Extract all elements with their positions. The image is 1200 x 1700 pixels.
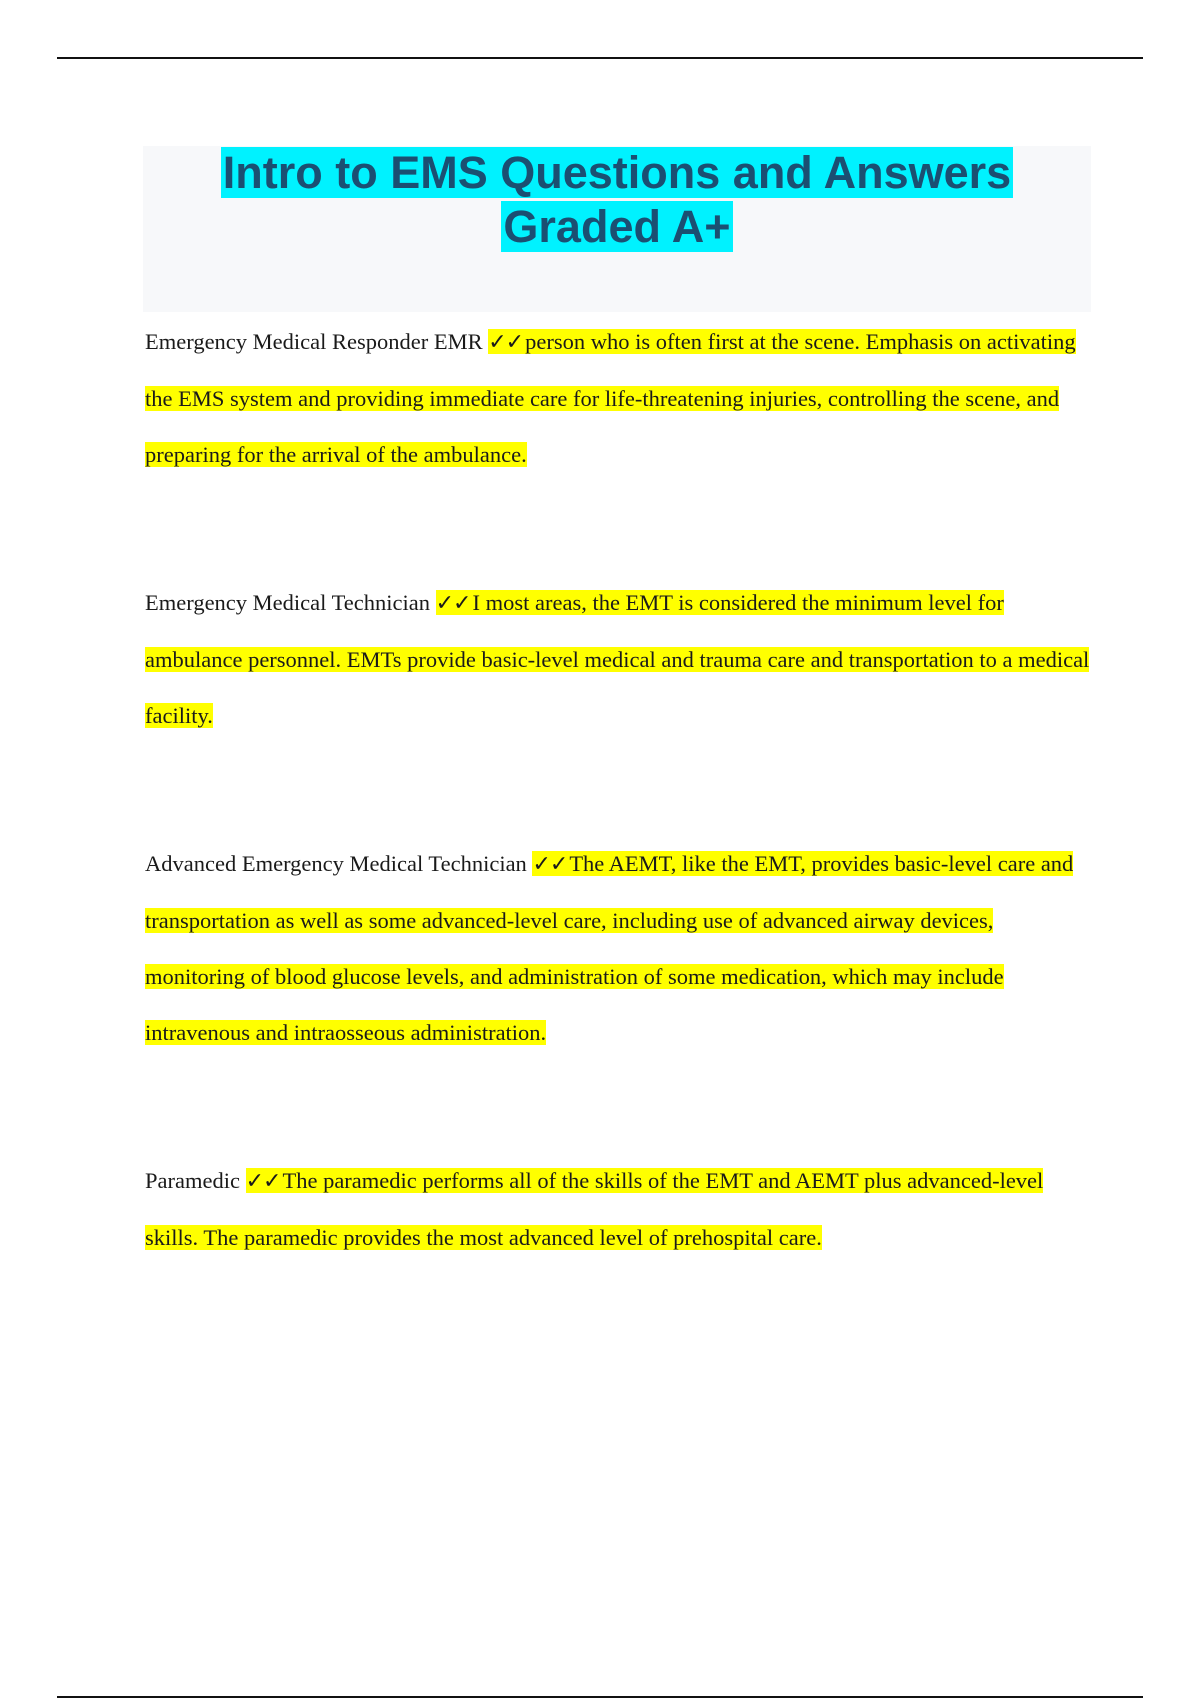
double-check-icon: ✓✓ — [488, 330, 524, 355]
double-check-icon: ✓✓ — [245, 1169, 281, 1194]
qa-item-emt — [145, 575, 1093, 744]
qa-item-aemt — [145, 836, 1093, 1061]
qa-answer-text: The paramedic performs all of the skills of the EMT and AEMT plus advanced-level skills. The paramedic provides the most advanced level of prehospital care. — [145, 1168, 1044, 1250]
qa-answer-text: person who is often first at the scene. Emphasis on activating the EMS system and providing immediate care for life-threatening injuries, controlling the scene, and preparing for the arrival of the ambulance. — [145, 329, 1076, 467]
qa-term: Paramedic — [145, 1168, 240, 1193]
footer-rule — [57, 1696, 1143, 1698]
document-title — [143, 146, 1091, 254]
qa-term: Emergency Medical Responder EMR — [145, 329, 483, 354]
qa-answer-text: I most areas, the EMT is considered the minimum level for ambulance personnel. EMTs provide basic-level medical and trauma care and transportation to a medical facility. — [145, 590, 1090, 728]
double-check-icon: ✓✓ — [435, 591, 471, 616]
header-rule — [57, 57, 1143, 59]
qa-item-emr — [145, 314, 1093, 483]
qa-answer — [145, 851, 1073, 1045]
document-title-text: Intro to EMS Questions and Answers Graded A+ — [222, 147, 1012, 252]
double-check-icon: ✓✓ — [532, 852, 568, 877]
qa-list — [145, 314, 1093, 1266]
qa-answer-text: The AEMT, like the EMT, provides basic-level care and transportation as well as some advanced-level care, including use of advanced airway devices, monitoring of blood glucose levels, and administration of some medication, which may include intravenous and intraosseous administration. — [145, 851, 1074, 1045]
qa-term: Emergency Medical Technician — [145, 590, 430, 615]
qa-answer — [145, 1168, 1043, 1250]
qa-term: Advanced Emergency Medical Technician — [145, 851, 527, 876]
qa-item-paramedic — [145, 1153, 1093, 1266]
